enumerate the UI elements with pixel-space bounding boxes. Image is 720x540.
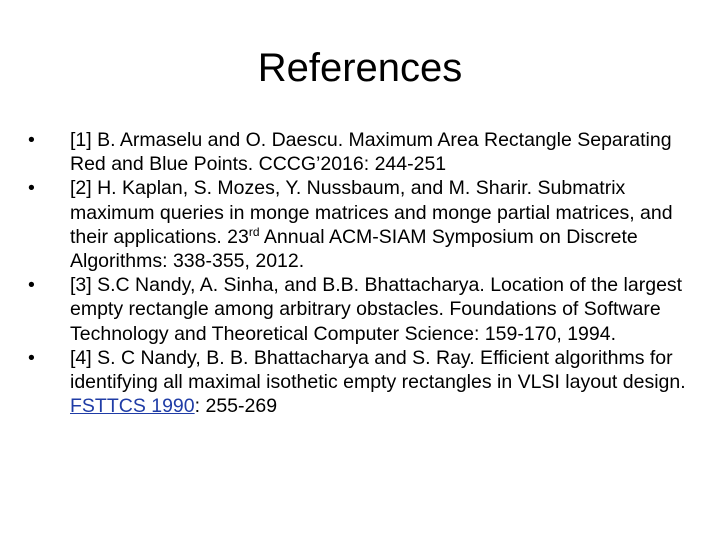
reference-text-4-part-2: : 255-269 [194,395,278,418]
ordinal-superscript: rd [248,224,260,239]
fsttcs-1990-link[interactable]: FSTTCS 1990 [70,395,195,418]
reference-text-3: [3] S.C Nandy, A. Sinha, and B.B. Bhattacharya. Location of the largest empty rectangle among arbitrary obstacles. Foundations of Software Technology and Theoretical Computer Science: 159-170, 1994. [70,274,683,345]
reference-item-2 [28,176,700,273]
reference-item-1 [28,128,700,176]
bullet-icon: • [28,346,35,369]
bullet-icon: • [28,274,35,297]
reference-text-2-part-2: Annual ACM-SIAM Symposium on Discrete Algorithms: 338-355, 2012. [70,225,638,273]
reference-text-1: [1] B. Armaselu and O. Daescu. Maximum Area Rectangle Separating Red and Blue Points. CCCG’2016: 244-251 [70,129,672,176]
bullet-icon: • [28,177,35,200]
reference-text-4-part-1: [4] S. C Nandy, B. B. Bhattacharya and S. Ray. Efficient algorithms for identifying all maximal isothetic empty rectangles in VLSI layout design. [70,346,686,394]
reference-text-2-part-1: [2] H. Kaplan, S. Mozes, Y. Nussbaum, and M. Sharir. Submatrix maximum queries in monge matrices and monge partial matrices, and their applications. 23 [70,177,673,248]
slide-title: References [257,46,463,90]
references-list [28,128,700,418]
reference-item-4 [28,346,700,419]
bullet-icon: • [28,129,35,151]
reference-item-3 [28,273,700,346]
